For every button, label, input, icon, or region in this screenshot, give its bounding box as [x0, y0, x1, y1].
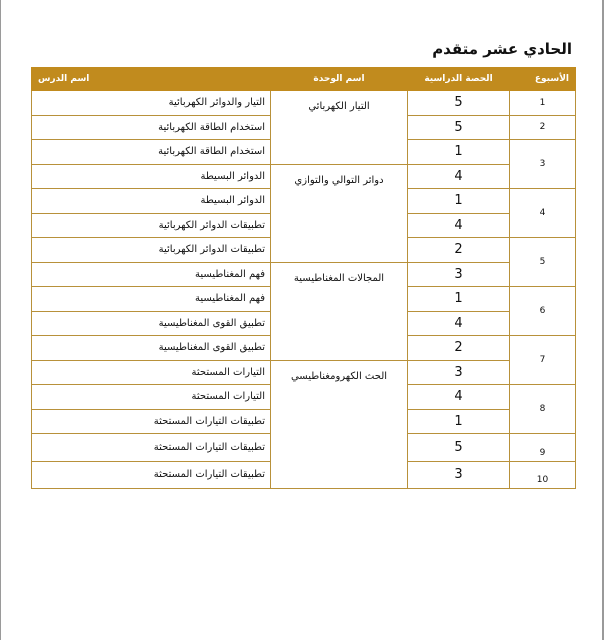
unit-cell: دوائر التوالي والتوازي	[271, 164, 408, 262]
period-cell: 5	[408, 115, 510, 140]
lesson-cell: تطبيقات التيارات المستحثة	[32, 434, 271, 462]
lesson-cell: تطبيقات الدوائر الكهربائية	[32, 213, 271, 238]
week-cell: 7	[510, 336, 576, 385]
period-cell: 1	[408, 189, 510, 214]
period-cell: 3	[408, 262, 510, 287]
header-period: الحصة الدراسية	[408, 68, 510, 91]
lesson-cell: تطبيقات الدوائر الكهربائية	[32, 238, 271, 263]
week-cell: 5	[510, 238, 576, 287]
week-cell: 10	[510, 461, 576, 489]
period-cell: 3	[408, 461, 510, 489]
lesson-cell: الدوائر البسيطة	[32, 164, 271, 189]
week-cell: 4	[510, 189, 576, 238]
week-cell: 1	[510, 91, 576, 116]
lesson-cell: التيار والدوائر الكهربائية	[32, 91, 271, 116]
period-cell: 5	[408, 91, 510, 116]
period-cell: 1	[408, 140, 510, 165]
lesson-cell: استخدام الطاقة الكهربائية	[32, 140, 271, 165]
lesson-cell: تطبيقات التيارات المستحثة	[32, 461, 271, 489]
page-title: الحادي عشر متقدم	[432, 40, 572, 58]
period-cell: 2	[408, 238, 510, 263]
period-cell: 2	[408, 336, 510, 361]
header-week: الأسبوع	[510, 68, 576, 91]
lesson-cell: استخدام الطاقة الكهربائية	[32, 115, 271, 140]
header-unit: اسم الوحدة	[271, 68, 408, 91]
period-cell: 3	[408, 360, 510, 385]
lesson-cell: تطبيق القوى المغناطيسية	[32, 311, 271, 336]
unit-cell: الحث الكهرومغناطيسي	[271, 360, 408, 489]
table-row	[32, 91, 576, 116]
header-lesson: اسم الدرس	[32, 68, 271, 91]
table-header-row	[32, 68, 576, 91]
schedule-table	[31, 67, 576, 489]
week-cell: 3	[510, 140, 576, 189]
period-cell: 4	[408, 213, 510, 238]
table-row	[32, 262, 576, 287]
unit-cell: التيار الكهربائي	[271, 91, 408, 165]
period-cell: 4	[408, 385, 510, 410]
week-cell: 6	[510, 287, 576, 336]
lesson-cell: التيارات المستحثة	[32, 360, 271, 385]
lesson-cell: فهم المغناطيسية	[32, 262, 271, 287]
period-cell: 1	[408, 409, 510, 434]
lesson-cell: الدوائر البسيطة	[32, 189, 271, 214]
page-border-left	[0, 0, 1, 640]
lesson-cell: التيارات المستحثة	[32, 385, 271, 410]
table-row	[32, 164, 576, 189]
week-cell: 8	[510, 385, 576, 434]
period-cell: 4	[408, 311, 510, 336]
unit-cell: المجالات المغناطيسية	[271, 262, 408, 360]
period-cell: 1	[408, 287, 510, 312]
table-row	[32, 360, 576, 385]
lesson-cell: فهم المغناطيسية	[32, 287, 271, 312]
lesson-cell: تطبيق القوى المغناطيسية	[32, 336, 271, 361]
period-cell: 5	[408, 434, 510, 462]
week-cell: 9	[510, 434, 576, 462]
lesson-cell: تطبيقات التيارات المستحثة	[32, 409, 271, 434]
period-cell: 4	[408, 164, 510, 189]
week-cell: 2	[510, 115, 576, 140]
